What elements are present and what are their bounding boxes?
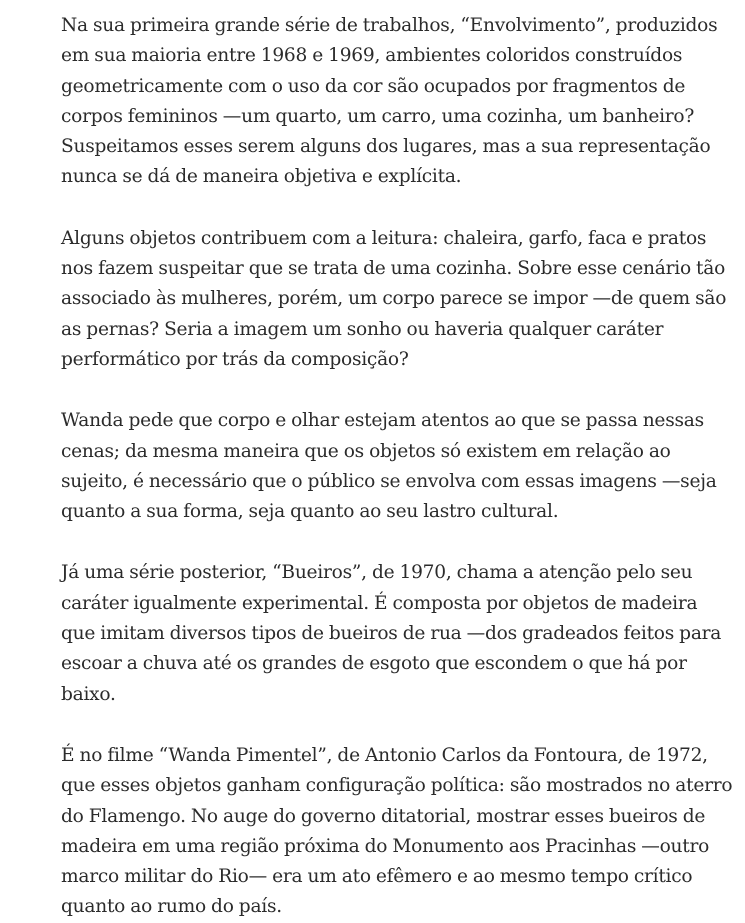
article-paragraph-3: Wanda pede que corpo e olhar estejam atentos ao que se passa nessas cenas; da mesma maneira que os objetos só existem em relação ao sujeito, é necessário que o público se envolva com essas imagens —seja quanto a sua forma, seja quanto ao seu lastro cultural. xyxy=(61,410,717,523)
article-paragraph-5: É no filme “Wanda Pimentel”, de Antonio Carlos da Fontoura, de 1972, que esses objetos ganham configuração política: são mostrados no aterro do Flamengo. No auge do governo ditatorial, mostrar esses bueiros de madeira em uma região próxima do Monumento aos Pracinhas —outro marco militar do Rio— era um ato efêmero e ao mesmo tempo crítico quanto ao rumo do país. xyxy=(61,744,733,918)
article-paragraph-4: Já uma série posterior, “Bueiros”, de 1970, chama a atenção pelo seu caráter igualmente experimental. É composta por objetos de madeira que imitam diversos tipos de bueiros de rua —dos gradeados feitos para escoar a chuva até os grandes de esgoto que escondem o que há por baixo. xyxy=(61,562,722,705)
article-paragraph-1: Na sua primeira grande série de trabalhos, “Envolvimento”, produzidos em sua maioria entre 1968 e 1969, ambientes coloridos construídos geometricamente com o uso da cor são ocupados por fragmentos de corpos femininos —um quarto, um carro, uma cozinha, um banheiro? Suspeitamos esses serem alguns dos lugares, mas a sua representação nunca se dá de maneira objetiva e explícita. xyxy=(61,15,718,188)
article-paragraph-2: Alguns objetos contribuem com a leitura: chaleira, garfo, faca e pratos nos fazem suspeitar que se trata de uma cozinha. Sobre esse cenário tão associado às mulheres, porém, um corpo parece se impor —de quem são as pernas? Seria a imagem um sonho ou haveria qualquer caráter performático por trás da composição? xyxy=(61,227,727,370)
article-body xyxy=(61,11,733,923)
